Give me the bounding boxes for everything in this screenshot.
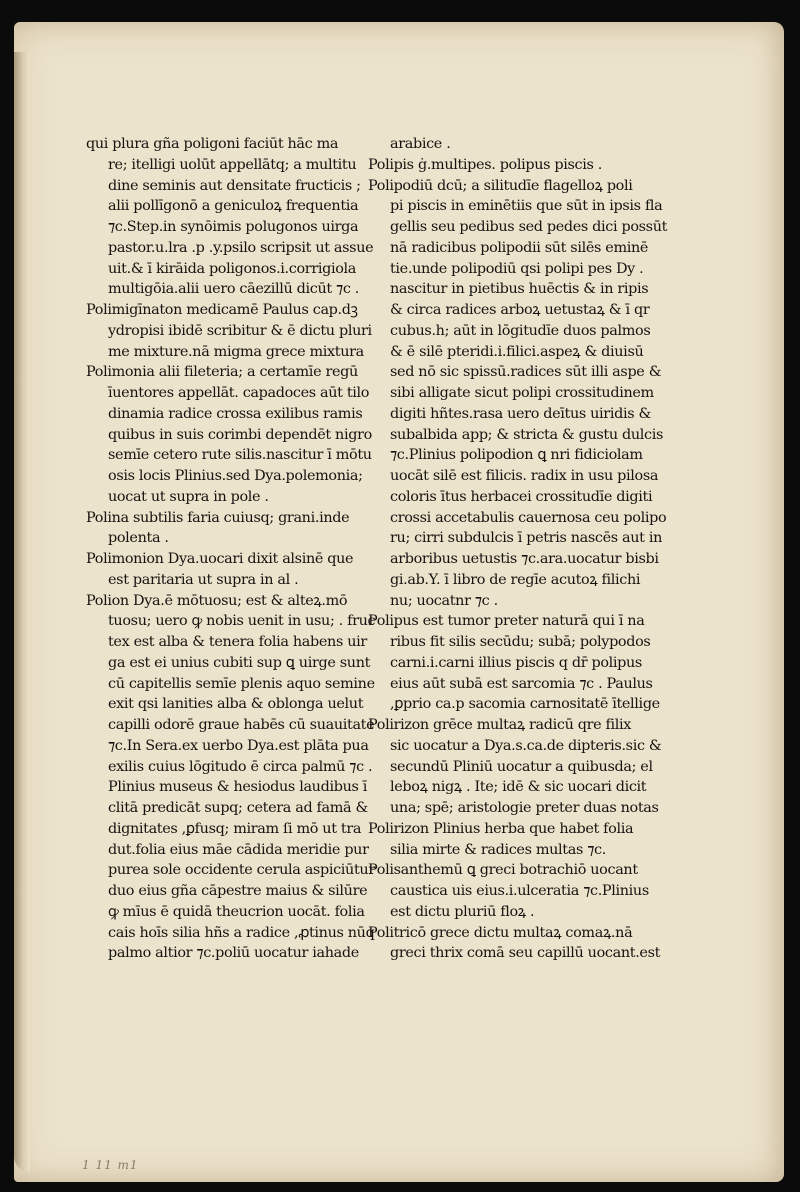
text-line: caustica uis eius.i.ulceratia ⁊c.Plinius xyxy=(390,883,649,899)
text-line: subalbida app; & stricta & gustu dulcis xyxy=(390,426,664,443)
text-line: secundū Pliniū uocatur a quibusda; el xyxy=(390,758,653,775)
text-line: Polipus est tumor preter naturā qui ī na xyxy=(368,613,645,630)
text-line: nascitur in pietibus huēctis & in ripis xyxy=(390,281,649,298)
text-line: qui plura gña poligoni faciūt hāc ma xyxy=(86,136,339,152)
text-line: nā radicibus polipodii sūt silēs eminē xyxy=(390,239,649,256)
text-line: ⁊c.Plinius polipodion ꝗ nri fidiciolam xyxy=(390,447,643,464)
text-line: Polipis ġ.multipes. polipus piscis . xyxy=(368,156,603,173)
text-line: dinamia radice crossa exilibus ramis xyxy=(108,405,363,422)
text-line: dine seminis aut densitate fructicis ; xyxy=(108,177,361,194)
text-line: cubus.h; aūt in lōgitudīe duos palmos xyxy=(390,322,651,339)
text-line: est paritaria ut supra in al . xyxy=(108,571,299,588)
text-line: Polina subtilis faria cuiusq; grani.inde xyxy=(86,509,350,526)
text-line: dut.folia eius māe cādida meridie pur xyxy=(108,841,369,858)
text-line: capilli odorē graue habēs cū suauitate xyxy=(108,717,375,733)
text-line: pastor.u.lra .p .y.psilo scripsit ut assue xyxy=(108,239,374,256)
text-line: ꝙ mīus ē quidā theucrion uocāt. folia xyxy=(108,903,365,920)
text-line: pi piscis in eminētiis que sūt in ipsis fla xyxy=(390,198,663,215)
text-line: silia mirte & radices multas ⁊c. xyxy=(390,841,606,858)
text-line: eius aūt subā est sarcomia ⁊c . Paulus xyxy=(390,675,653,692)
text-line: una; spē; aristologie preter duas notas xyxy=(390,800,659,816)
text-line: quibus in suis corimbi dependēt nigro xyxy=(108,426,372,443)
text-line: leboꝝ nigꝝ . Ite; idē & sic uocari dicit xyxy=(390,779,647,796)
text-line: purea sole occidente cerula aspiciūtur xyxy=(108,862,375,879)
text-line: duo eius gña cāpestre maius & silūre xyxy=(108,883,368,899)
text-line: uocat ut supra in pole . xyxy=(108,488,269,505)
right-text-column xyxy=(368,134,668,964)
text-line: & circa radices arboꝝ uetustaꝝ & ī qr xyxy=(390,302,650,318)
text-line: uit.& ī kirāida poligonos.i.corrigiola xyxy=(108,260,357,277)
text-line: polenta . xyxy=(108,530,169,547)
text-line: me mixture.nā migma grece mixtura xyxy=(108,343,364,360)
text-line: Polirizon Plinius herba que habet folia xyxy=(368,820,634,837)
text-line: semīe cetero rute silis.nascitur ī mōtu xyxy=(108,447,372,464)
text-line: clitā predicāt supq; cetera ad famā & xyxy=(108,800,368,816)
text-line: īuentores appellāt. capadoces aūt tilo xyxy=(108,385,370,401)
text-line: dignitates ,ꝑfusq; miram ſi mō ut tra xyxy=(108,820,362,837)
text-line: exit qsi lanities alba & oblonga uelut xyxy=(108,696,364,713)
text-line: arabice . xyxy=(390,136,451,152)
text-line: carni.i.carni illius piscis q dr̄ polipus xyxy=(390,654,642,671)
text-line: tuosu; uero ꝙ nobis uenit in usu; . fruc xyxy=(108,613,376,630)
text-line: greci thrix comā seu capillū uocant.est xyxy=(390,945,661,962)
text-line: Polipodiū dcū; a silitudīe flagelloꝝ poli xyxy=(368,177,633,194)
text-line: osis locis Plinius.sed Dya.polemonia; xyxy=(108,468,363,484)
text-line: re; itelligi uolūt appellātq; a multitu xyxy=(108,156,357,173)
text-line: palmo altior ⁊c.poliū uocatur iahade xyxy=(108,945,359,962)
text-line: tex est alba & tenera folia habens uir xyxy=(108,634,367,650)
text-line: Polimonion Dya.uocari dixit alsinē que xyxy=(86,551,354,567)
text-line: Polimigīnaton medicamē Paulus cap.dꝫ xyxy=(86,302,358,318)
left-text-column xyxy=(86,134,380,964)
text-line: Polimonia alii fileteria; a certamīe regū xyxy=(86,364,358,381)
text-line: ru; cirri subdulcis ī petris nascēs aut in xyxy=(390,530,663,547)
text-line: sibi alligate sicut polipi crossitudinem xyxy=(390,385,654,401)
text-line: exilis cuius lōgitudo ē circa palmū ⁊c . xyxy=(108,758,373,775)
text-line: & ē silē pteridi.i.filici.aspeꝝ & diuisū xyxy=(390,343,644,360)
text-line: gellis seu pedibus sed pedes dici possūt xyxy=(390,219,668,235)
text-line: arboribus uetustis ⁊c.ara.uocatur bisbi xyxy=(390,551,659,567)
text-line: ydropisi ibidē scribitur & ē dictu pluri xyxy=(108,322,372,339)
text-line: cū capitellis semīe plenis aquo semine xyxy=(108,675,375,692)
text-line: nu; uocatnr ⁊c . xyxy=(390,592,498,609)
text-line: gi.ab.Y. ī libro de regīe acutoꝝ filichi xyxy=(390,571,641,588)
text-line: Polion Dya.ē mōtuosu; est & alteꝝ.mō xyxy=(86,592,348,609)
text-line: uocāt silē est filicis. radix in usu pilosa xyxy=(390,468,659,484)
text-line: sic uocatur a Dya.s.ca.de dipteris.sic & xyxy=(390,737,662,754)
text-line: ,ꝑprio ca.p sacomia carnositatē ītellige xyxy=(390,696,660,713)
text-line: crossi accetabulis cauernosa ceu polipo xyxy=(390,509,667,526)
text-line: coloris ītus herbacei crossitudīe digiti xyxy=(390,488,653,505)
text-line: ga est ei unius cubiti sup ꝗ uirge sunt xyxy=(108,654,371,671)
margin-note: 1 11 m1 xyxy=(82,1158,139,1172)
text-line: multigōia.alii uero cāezillū dicūt ⁊c . xyxy=(108,281,359,298)
text-line: ⁊c.Step.in synōimis polugonos uirga xyxy=(108,219,359,235)
text-line: Politricō grece dictu multaꝝ comaꝝ.nā xyxy=(368,924,633,941)
text-line: tie.unde polipodiū qsi polipi pes Dy . xyxy=(390,260,644,277)
text-line: Polisanthemū ꝗ greci botrachiō uocant xyxy=(368,862,638,879)
text-line: ⁊c.In Sera.ex uerbo Dya.est plāta pua xyxy=(108,737,369,754)
text-line: est dictu pluriū floꝝ . xyxy=(390,903,535,920)
text-line: Plinius museus & hesiodus laudibus ī xyxy=(108,779,367,796)
text-line: alii pollīgonō a geniculoꝝ frequentia xyxy=(108,198,359,215)
text-line: digiti hñtes.rasa uero deītus uiridis & xyxy=(390,405,651,422)
text-line: Polirizon grēce multaꝝ radicū qre filix xyxy=(368,717,632,733)
page-gutter xyxy=(14,52,30,1172)
text-line: sed nō sic spissū.radices sūt illi aspe & xyxy=(390,364,662,381)
text-line: ribus fit silis secūdu; subā; polypodos xyxy=(390,634,651,650)
text-line: cais hoīs silia hñs a radice ,ꝓtinus nūq xyxy=(108,924,375,941)
